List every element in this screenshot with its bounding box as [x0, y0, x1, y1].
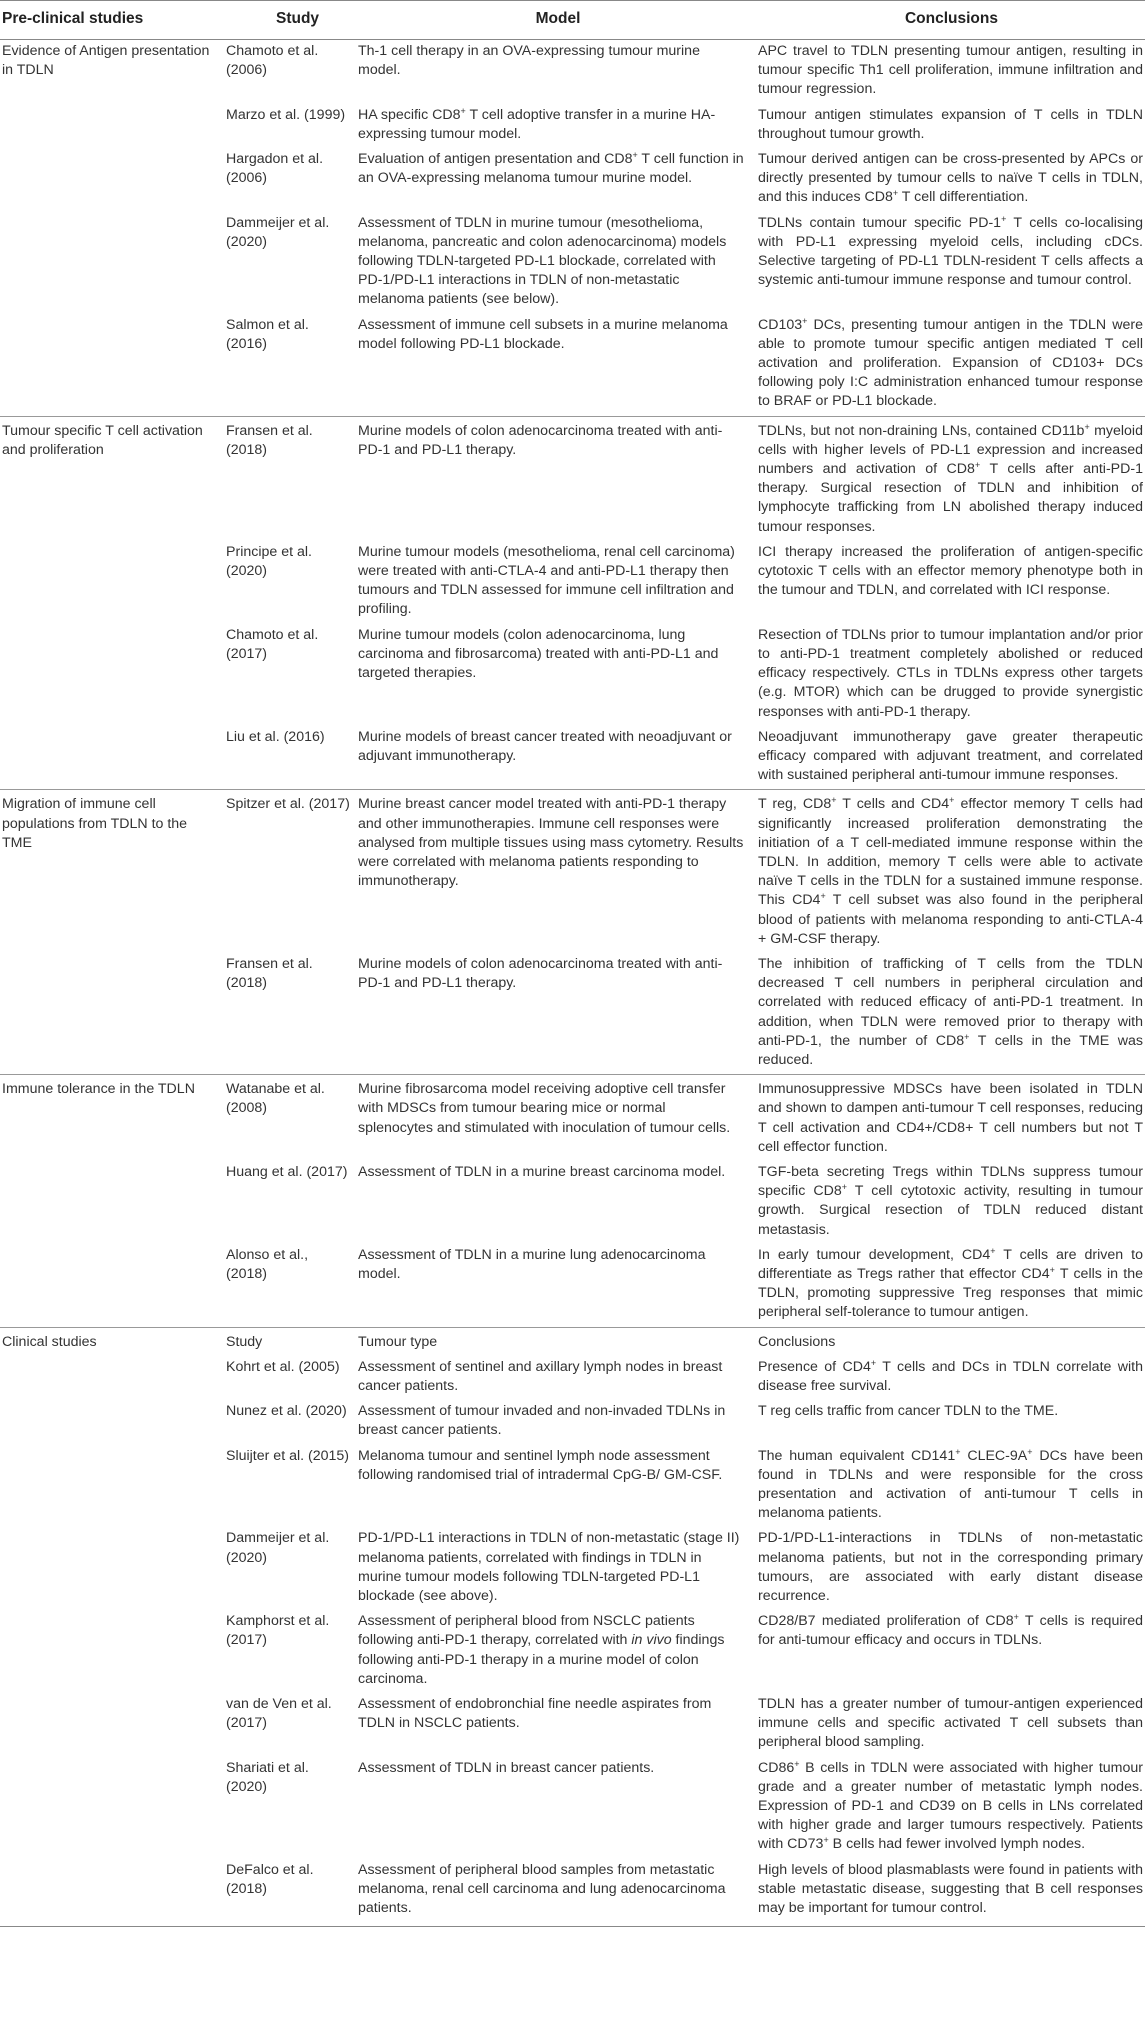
model-cell: Murine fibrosarcoma model receiving adoptive cell transfer with MDSCs from tumour bearing mice or normal splenocytes and stimulated with inoculation of tumour cells. [358, 1075, 758, 1161]
study-cell: Chamoto et al. (2017) [226, 626, 319, 662]
study-cell: Dammeijer et al. (2020) [226, 214, 330, 250]
conclusions-cell: PD-1/PD-L1-interactions in TDLNs of non-metastatic melanoma patients, but not in the corresponding primary tumours, are associated with early distant disease recurrence. [758, 1530, 1143, 1605]
conclusions-cell: Conclusions [758, 1327, 1145, 1356]
study-cell: Kohrt et al. (2005) [226, 1358, 340, 1375]
conclusions-cell: CD28/B7 mediated proliferation of CD8+ T cells is required for anti-tumour efficacy and occurs in TDLNs. [758, 1612, 1143, 1649]
header-study: Study [224, 1, 358, 40]
table-row [0, 624, 1145, 726]
model-cell: Melanoma tumour and sentinel lymph node assessment following randomised trial of intradermal CpG-B/ GM-CSF. [358, 1447, 723, 1483]
model-cell: Evaluation of antigen presentation and CD8+ T cell function in an OVA-expressing melanoma tumour murine model. [358, 150, 744, 187]
table-body [0, 40, 1145, 1927]
category-cell [0, 1757, 224, 1859]
study-cell: Salmon et al. (2016) [226, 316, 309, 352]
study-cell: Marzo et al. (1999) [226, 106, 346, 123]
study-cell: Principe et al. (2020) [226, 543, 312, 580]
study-cell: Fransen et al. (2018) [226, 955, 313, 992]
conclusions-cell: Neoadjuvant immunotherapy gave greater therapeutic efficacy compared with adjuvant treatment, and correlated with sustained peripheral anti-tumour immune responses. [758, 728, 1143, 784]
table-row [0, 148, 1145, 212]
model-cell: Murine tumour models (colon adenocarcinoma, lung carcinoma and fibrosarcoma) treated with anti-PD-L1 and targeted therapies. [358, 626, 719, 682]
model-cell: Assessment of TDLN in murine tumour (mesothelioma, melanoma, pancreatic and colon adenocarcinoma) models following TDLN-targeted PD-L1 blockade, correlated with PD-1/PD-L1 interactions in TDLN of non-metastatic melanoma patients (see below). [358, 214, 727, 308]
table-row [0, 1356, 1145, 1400]
table-row [0, 212, 1145, 314]
model-cell: Assessment of sentinel and axillary lymph nodes in breast cancer patients. [358, 1358, 723, 1394]
conclusions-cell: TDLNs, but not non-draining LNs, contained CD11b+ myeloid cells with higher levels of PD-L1 expression and increased numbers and activation of CD8+ T cells after anti-PD-1 therapy. Surgical resection of TDLN and inhibition of lymphocyte trafficking from LN abolished therapy induced tumour responses. [758, 416, 1145, 541]
table-header-row [0, 1, 1145, 40]
study-cell: Shariati et al. (2020) [226, 1759, 309, 1795]
table-row [0, 1445, 1145, 1528]
model-cell: Murine models of breast cancer treated with neoadjuvant or adjuvant immunotherapy. [358, 728, 732, 764]
table-row [0, 1693, 1145, 1757]
model-cell: Assessment of immune cell subsets in a murine melanoma model following PD-L1 blockade. [358, 316, 728, 352]
conclusions-cell: CD86+ B cells in TDLN were associated with higher tumour grade and a greater number of metastatic lymph nodes. Expression of PD-1 and CD39 on B cells in LNs correlated with higher grade and larger tumours respectively. Patients with CD73+ B cells had fewer involved lymph nodes. [758, 1758, 1143, 1853]
category-cell: Tumour specific T cell activation and proliferation [0, 416, 224, 541]
conclusions-cell: T reg cells traffic from cancer TDLN to the TME. [758, 1403, 1059, 1420]
study-cell: Kamphorst et al. (2017) [226, 1613, 330, 1649]
table-row [0, 1161, 1145, 1244]
conclusions-cell: APC travel to TDLN presenting tumour antigen, resulting in tumour specific Th1 cell proliferation, immune infiltration and tumour regression. [758, 43, 1143, 98]
study-cell: Huang et al. (2017) [226, 1163, 348, 1180]
category-cell [0, 1693, 224, 1757]
conclusions-cell: TDLN has a greater number of tumour-antigen experienced immune cells and specific activated T cell subsets than peripheral blood sampling. [758, 1696, 1143, 1751]
study-cell: Spitzer et al. (2017) [224, 790, 358, 953]
category-cell [0, 1244, 224, 1327]
table-row [0, 314, 1145, 417]
category-cell [0, 726, 224, 790]
header-conclusions: Conclusions [758, 1, 1145, 40]
category-cell: Migration of immune cell populations from TDLN to the TME [0, 790, 224, 953]
category-cell [0, 624, 224, 726]
model-cell: Assessment of tumour invaded and non-invaded TDLNs in breast cancer patients. [358, 1403, 726, 1439]
table-row [0, 790, 1145, 953]
conclusions-cell: The human equivalent CD141+ CLEC-9A+ DCs have been found in TDLNs and were responsible for the cross presentation and activation of anti-tumour T cells in melanoma patients. [758, 1446, 1143, 1522]
study-cell: Liu et al. (2016) [226, 728, 325, 745]
table-row [0, 541, 1145, 624]
table-row [0, 1757, 1145, 1859]
category-cell: Evidence of Antigen presentation in TDLN [2, 43, 210, 79]
category-cell [0, 212, 224, 314]
conclusions-cell: Tumour antigen stimulates expansion of T cells in TDLN throughout tumour growth. [758, 106, 1143, 142]
conclusions-cell: Tumour derived antigen can be cross-presented by APCs or directly presented by tumour cells to naïve T cells in TDLN, and this induces CD8+ T cell differentiation. [758, 151, 1143, 206]
model-cell: Assessment of TDLN in a murine breast carcinoma model. [358, 1163, 726, 1180]
table-row [0, 40, 1145, 104]
conclusions-cell: Immunosuppressive MDSCs have been isolated in TDLN and shown to dampen anti-tumour T cell responses, reducing T cell activation and CD4+/CD8+ T cell numbers but not T cell effector function. [758, 1075, 1145, 1161]
study-cell: Dammeijer et al. (2020) [226, 1530, 330, 1566]
category-cell: Clinical studies [0, 1327, 224, 1356]
table-row [0, 1610, 1145, 1693]
conclusions-cell: T reg, CD8+ T cells and CD4+ effector memory T cells had significantly increased proliferation demonstrating the initiation of a T cell-mediated immune response within the TDLN. In addition, memory T cells were able to activate naïve T cells in the TDLN for a sustained immune response. This CD4+ T cell subset was also found in the peripheral blood of patients with melanoma responding to anti-CTLA-4 + GM-CSF therapy. [758, 790, 1145, 953]
model-cell: Assessment of peripheral blood samples from metastatic melanoma, renal cell carcinoma and lung adenocarcinoma patients. [358, 1859, 758, 1927]
category-cell [0, 541, 224, 624]
table-row [0, 104, 1145, 148]
conclusions-cell: High levels of blood plasmablasts were found in patients with stable metastatic disease, suggesting that B cell responses may be important for tumour control. [758, 1859, 1145, 1927]
table-row [0, 1400, 1145, 1444]
study-cell: DeFalco et al. (2018) [224, 1859, 358, 1927]
table-row [0, 953, 1145, 1075]
table-row [0, 1859, 1145, 1927]
header-category: Pre-clinical studies [0, 1, 224, 40]
category-cell [0, 1527, 224, 1610]
study-cell: Watanabe et al. (2008) [224, 1075, 358, 1161]
conclusions-cell: ICI therapy increased the proliferation of antigen-specific cytotoxic T cells with an effector memory phenotype both in the tumour and TDLN, and correlated with ICI response. [758, 543, 1143, 599]
study-cell: Nunez et al. (2020) [226, 1403, 347, 1420]
conclusions-cell: Resection of TDLNs prior to tumour implantation and/or prior to anti-PD-1 treatment completely abolished or reduced efficacy respectively. CTLs in TDLNs express other targets (e.g. MTOR) which can be drugged to provide synergistic responses with anti-PD-1 therapy. [758, 626, 1143, 720]
category-cell [0, 314, 224, 417]
study-cell: Alonso et al., (2018) [226, 1246, 309, 1282]
model-cell: Assessment of endobronchial fine needle aspirates from TDLN in NSCLC patients. [358, 1696, 712, 1732]
header-model: Model [358, 1, 758, 40]
table-row [0, 726, 1145, 790]
category-cell [0, 1859, 224, 1927]
category-cell [0, 148, 224, 212]
table-row [0, 1327, 1145, 1356]
model-cell: Th-1 cell therapy in an OVA-expressing tumour murine model. [358, 43, 700, 79]
table-row [0, 1527, 1145, 1610]
model-cell: Murine models of colon adenocarcinoma treated with anti-PD-1 and PD-L1 therapy. [358, 416, 758, 541]
model-cell: Murine breast cancer model treated with anti-PD-1 therapy and other immunotherapies. Immune cell responses were analysed from multiple tissues using mass cytometry. Results were correlated with melanoma patients responding to immunotherapy. [358, 790, 758, 953]
conclusions-cell: TGF-beta secreting Tregs within TDLNs suppress tumour specific CD8+ T cell cytotoxic activity, resulting in tumour growth. Surgical resection of TDLN reduced distant metastasis. [758, 1163, 1143, 1238]
model-cell: Murine tumour models (mesothelioma, renal cell carcinoma) were treated with anti-CTLA-4 and anti-PD-L1 therapy then tumours and TDLN assessed for immune cell infiltration and profiling. [358, 543, 735, 618]
conclusions-cell: CD103+ DCs, presenting tumour antigen in the TDLN were able to promote tumour specific antigen mediated T cell activation and proliferation. Expansion of CD103+ DCs following poly I:C administration enhanced tumour response to BRAF or PD-L1 blockade. [758, 315, 1143, 410]
study-cell: Sluijter et al. (2015) [226, 1447, 350, 1464]
table-row [0, 1244, 1145, 1327]
category-cell [0, 1400, 224, 1444]
study-cell: Fransen et al. (2018) [224, 416, 358, 541]
conclusions-cell: In early tumour development, CD4+ T cells are driven to differentiate as Tregs rather that effector CD4+ T cells in the TDLN, promoting suppressive Treg responses that mimic peripheral self-tolerance to tumour antigen. [758, 1245, 1143, 1321]
model-cell: Murine models of colon adenocarcinoma treated with anti-PD-1 and PD-L1 therapy. [358, 955, 723, 992]
category-cell [0, 1445, 224, 1528]
study-cell: Hargadon et al. (2006) [226, 151, 324, 187]
model-cell: HA specific CD8+ T cell adoptive transfer in a murine HA-expressing tumour model. [358, 105, 716, 142]
conclusions-cell: Presence of CD4+ T cells and DCs in TDLN correlate with disease free survival. [758, 1357, 1143, 1394]
model-cell: Assessment of peripheral blood from NSCLC patients following anti-PD-1 therapy, correlated with in vivo findings following anti-PD-1 therapy in a murine model of colon carcinoma. [358, 1613, 725, 1687]
category-cell [0, 1356, 224, 1400]
conclusions-cell: The inhibition of trafficking of T cells from the TDLN decreased T cell numbers in peripheral circulation and correlated with reduced efficacy of anti-PD-1 treatment. In addition, when TDLN were removed prior to therapy with anti-PD-1, the number of CD8+ T cells in the TME was reduced. [758, 955, 1143, 1068]
category-cell [0, 953, 224, 1075]
category-cell [0, 1610, 224, 1693]
table-row [0, 416, 1145, 541]
study-cell: Study [224, 1327, 358, 1356]
study-cell: Chamoto et al. (2006) [226, 43, 319, 79]
category-cell: Immune tolerance in the TDLN [0, 1075, 224, 1161]
model-cell: Assessment of TDLN in a murine lung adenocarcinoma model. [358, 1246, 706, 1282]
model-cell: Assessment of TDLN in breast cancer patients. [358, 1759, 655, 1776]
conclusions-cell: TDLNs contain tumour specific PD-1+ T cells co-localising with PD-L1 expressing myeloid cells, including cDCs. Selective targeting of PD-L1 TDLN-resident T cells affects a systemic anti-tumour immune response and tumour control. [758, 213, 1143, 289]
model-cell: PD-1/PD-L1 interactions in TDLN of non-metastatic (stage II) melanoma patients, correlated with findings in TDLN in murine tumour models following TDLN-targeted PD-L1 blockade (see above). [358, 1530, 740, 1605]
category-cell [0, 1161, 224, 1244]
model-cell: Tumour type [358, 1327, 758, 1356]
category-cell [0, 104, 224, 148]
study-cell: van de Ven et al. (2017) [226, 1696, 332, 1732]
table-row [0, 1075, 1145, 1161]
